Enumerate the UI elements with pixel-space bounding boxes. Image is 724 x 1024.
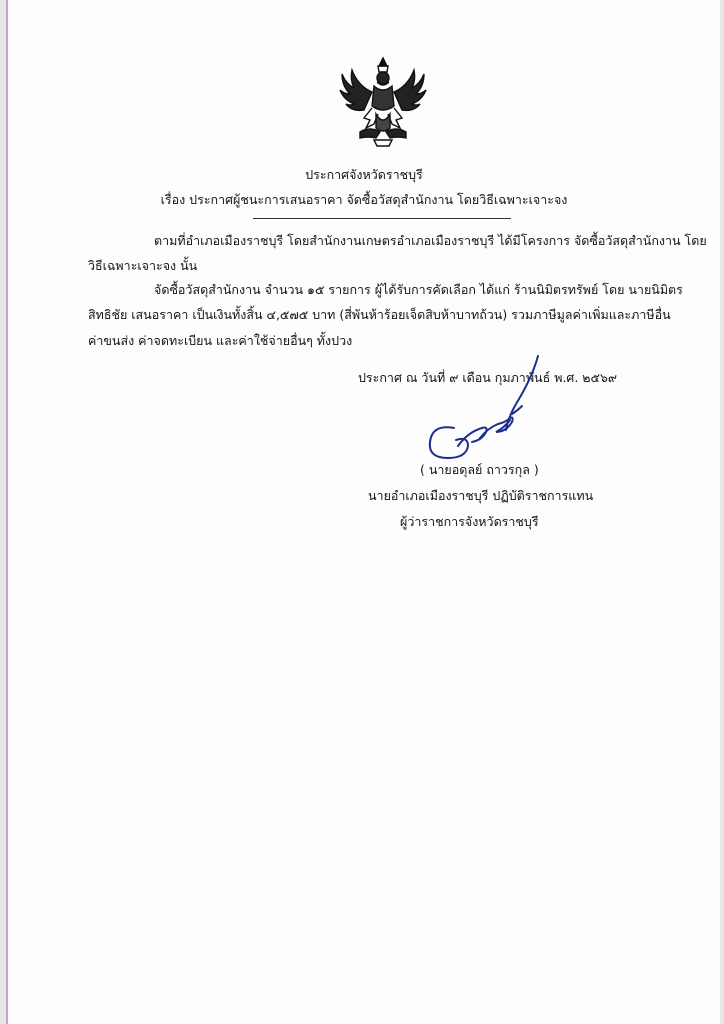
document-subject: เรื่อง ประกาศผู้ชนะการเสนอราคา จัดซื้อวัสดุสำนักงาน โดยวิธีเฉพาะเจาะจง (160, 192, 568, 207)
document-title: ประกาศจังหวัดราชบุรี (305, 167, 423, 182)
signatory-role: ผู้ว่าราชการจังหวัดราชบุรี (400, 514, 539, 529)
paragraph-2-line-2: สิทธิชัย เสนอราคา เป็นเงินทั้งสิ้น ๔,๕๗๕ บาท (สี่พันห้าร้อยเจ็ดสิบห้าบาทถ้วน) รวมภาษีมูลค่าเพิ่มและภาษีอื่น (88, 307, 671, 322)
garuda-emblem-icon (330, 52, 436, 152)
announcement-date: ประกาศ ณ วันที่ ๙ เดือน กุมภาพันธ์ พ.ศ. ๒๕๖๙ (358, 370, 618, 385)
signatory-name: ( นายอดุลย์ ถาวรกุล ) (420, 462, 539, 477)
title-divider (253, 218, 511, 219)
paragraph-1-line-2: วิธีเฉพาะเจาะจง นั้น (88, 258, 198, 273)
document-page (6, 0, 720, 1024)
paragraph-2-line-1: จัดซื้อวัสดุสำนักงาน จำนวน ๑๕ รายการ ผู้ได้รับการคัดเลือก ได้แก่ ร้านนิมิตรทรัพย์ โดย นายนิมิตร (154, 282, 683, 297)
paragraph-1-line-1: ตามที่อำเภอเมืองราชบุรี โดยสำนักงานเกษตรอำเภอเมืองราชบุรี ได้มีโครงการ จัดซื้อวัสดุสำนักงาน โดย (154, 233, 707, 248)
handwritten-signature (420, 350, 555, 470)
signatory-position: นายอำเภอเมืองราชบุรี ปฏิบัติราชการแทน (368, 488, 594, 503)
paragraph-2-line-3: ค่าขนส่ง ค่าจดทะเบียน และค่าใช้จ่ายอื่นๆ ทั้งปวง (88, 333, 353, 348)
